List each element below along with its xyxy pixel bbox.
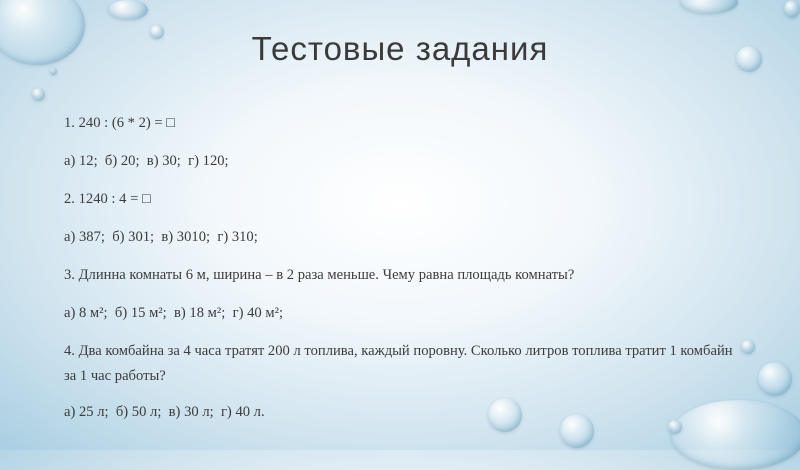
water-drop-decoration (32, 88, 45, 101)
answers-1: а) 12; б) 20; в) 30; г) 120; (64, 153, 229, 169)
water-drop-decoration (680, 0, 738, 14)
answers-3: а) 8 м²; б) 15 м²; в) 18 м²; г) 40 м²; (64, 305, 284, 321)
water-drop-decoration (741, 340, 755, 354)
question-1: 1. 240 : (6 * 2) = □ (64, 115, 176, 131)
water-drop-decoration (50, 68, 57, 75)
water-drop-decoration (784, 0, 800, 18)
question-4: 4. Два комбайна за 4 часа тратят 200 л топлива, каждый поровну. Сколько литров топлива тратит 1 комбайн за 1 час работы? (64, 343, 737, 384)
water-drop-decoration (108, 0, 148, 20)
answers-2: а) 387; б) 301; в) 3010; г) 310; (64, 229, 258, 245)
slide-title: Тестовые задания (251, 30, 549, 67)
water-drop-decoration (758, 362, 792, 396)
answers-4: а) 25 л; б) 50 л; в) 30 л; г) 40 л. (64, 404, 265, 420)
slide-content (64, 111, 737, 438)
question-2: 2. 1240 : 4 = □ (64, 191, 151, 207)
question-3: 3. Длинна комнаты 6 м, ширина – в 2 раза меньше. Чему равна площадь комнаты? (64, 267, 575, 283)
